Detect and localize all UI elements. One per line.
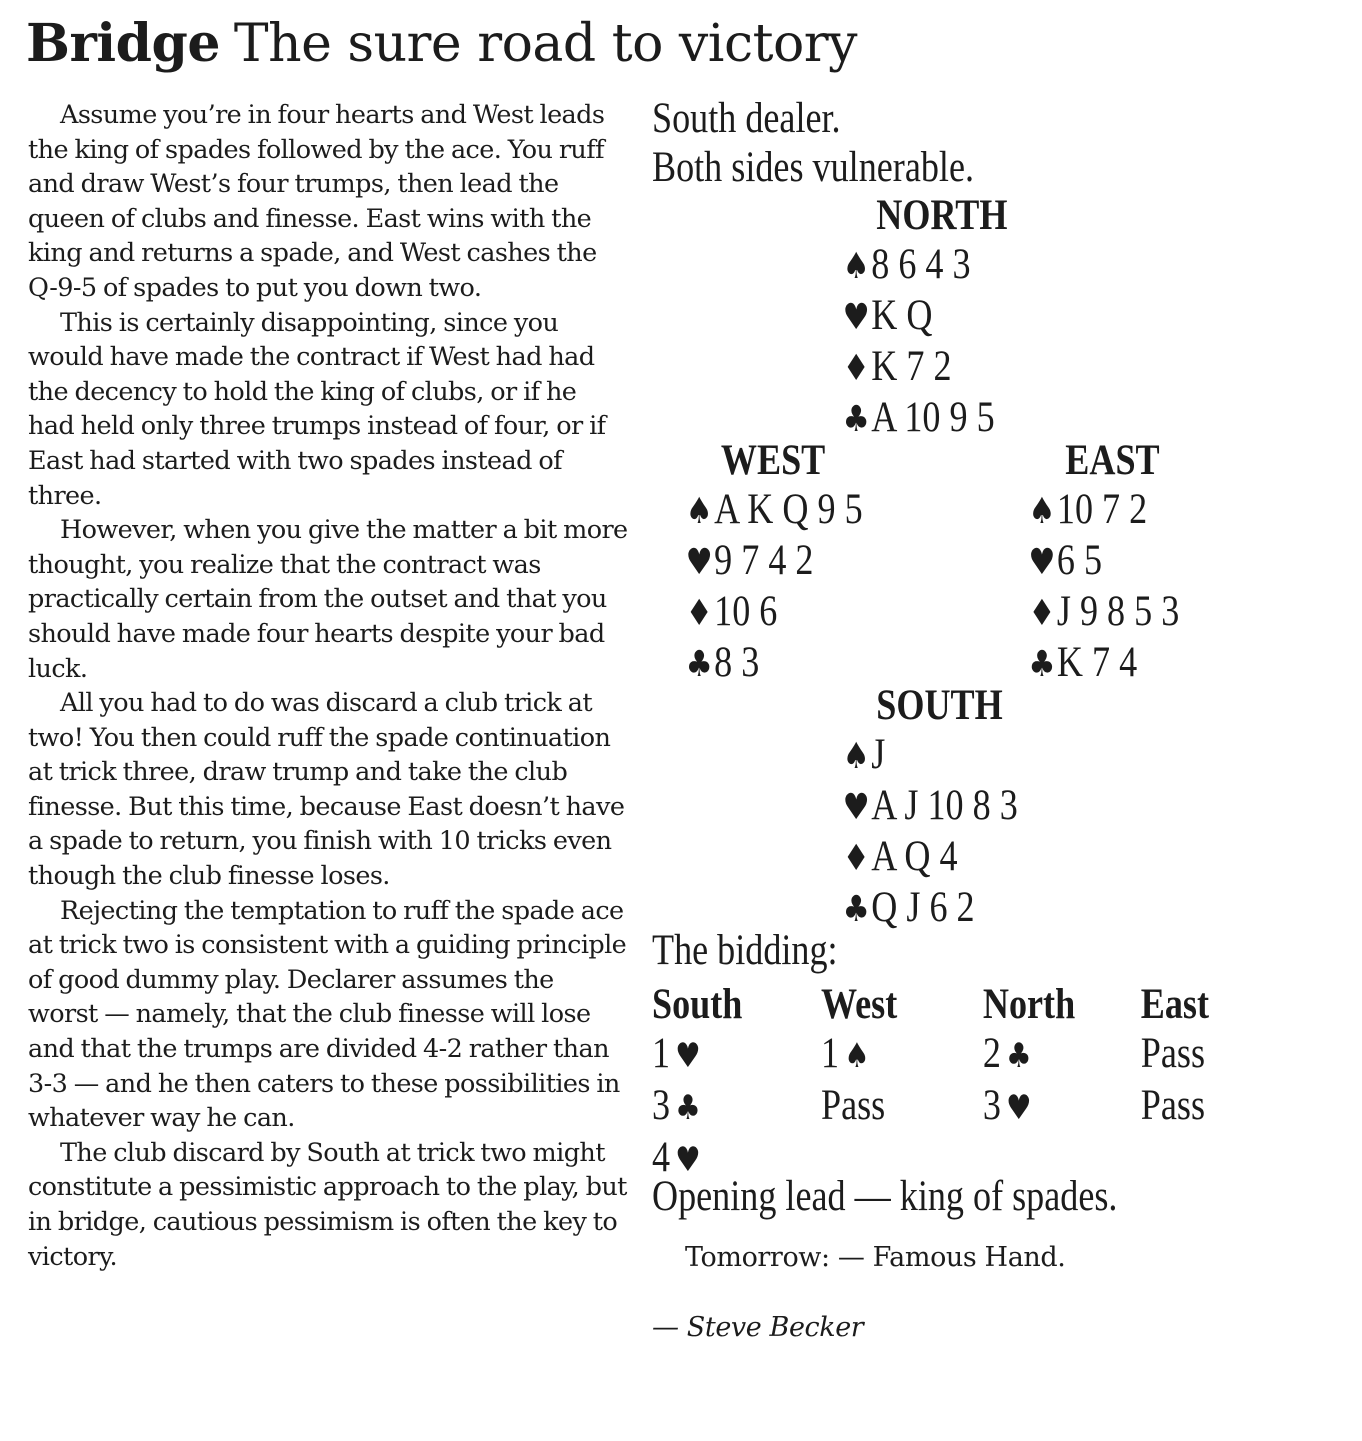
bidding-header-row: [652, 980, 1240, 1029]
article-paragraph: Assume you’re in four hearts and West leads the king of spades followed by the ace. You ruff and draw West’s four trumps, then lead the queen of clubs and finesse. East wins with the king and returns a spade, and West cashes the Q-9-5 of spades to put you down two.: [28, 100, 605, 303]
south-hand: [842, 681, 1018, 934]
bid-level: 3: [982, 1082, 1001, 1129]
club-icon: ♣: [1005, 1036, 1032, 1076]
bid-level: 3: [652, 1082, 671, 1129]
west-hand: [686, 436, 863, 689]
south-spades-cards: J: [871, 731, 886, 778]
byline: — Steve Becker: [652, 1312, 864, 1343]
north-spades-cards: 8 6 4 3: [871, 241, 971, 288]
east-hearts: [1028, 536, 1179, 587]
east-diamonds-cards: J 9 8 5 3: [1056, 588, 1180, 635]
spade-icon: ♠: [685, 491, 713, 532]
diamond-icon: ♦: [842, 838, 870, 879]
bidding-table: [652, 980, 1240, 1185]
north-spades: [843, 240, 1008, 291]
heart-icon: ♥: [1028, 542, 1056, 583]
dealer-note: South dealer.: [652, 95, 841, 142]
bid-cell: [1141, 1029, 1240, 1081]
bidding-header-west: West: [820, 981, 898, 1028]
east-label: EAST: [1065, 437, 1160, 484]
bidding-header-south: South: [652, 981, 743, 1028]
bid-pass: Pass: [1140, 1082, 1206, 1129]
bidding-header-east: East: [1140, 981, 1210, 1028]
article-paragraph: The club discard by South at trick two might constitute a pessimistic approach to the play, but in bridge, cautious pessimism is often the key to victory.: [28, 1137, 627, 1272]
bid-pass: Pass: [1140, 1030, 1206, 1077]
tomorrow-note: Tomorrow: — Famous Hand.: [685, 1242, 1066, 1273]
club-icon: ♣: [1028, 644, 1056, 685]
bid-cell: [1141, 1081, 1240, 1133]
west-label: WEST: [720, 437, 826, 484]
club-icon: ♣: [685, 644, 713, 685]
east-spades: [1028, 485, 1179, 536]
club-icon: ♣: [675, 1088, 701, 1128]
bid-level: 1: [820, 1030, 840, 1077]
east-clubs: [1028, 638, 1179, 689]
west-hearts: [686, 536, 863, 587]
north-diamonds-cards: K 7 2: [871, 343, 952, 390]
bid-level: 1: [652, 1030, 671, 1077]
heart-icon: ♥: [685, 542, 713, 583]
bid-cell: [821, 1081, 983, 1133]
spade-icon: ♠: [842, 246, 870, 287]
bid-pass: Pass: [820, 1082, 886, 1129]
bid-cell: [652, 1029, 821, 1081]
diamond-icon: ♦: [842, 348, 870, 389]
west-hearts-cards: 9 7 4 2: [714, 537, 814, 584]
west-diamonds: [686, 587, 863, 638]
bid-cell: [652, 1081, 821, 1133]
heart-icon: ♥: [842, 787, 870, 828]
south-hearts: [843, 781, 1018, 832]
bidding-label: The bidding:: [652, 927, 838, 974]
heart-icon: ♥: [675, 1140, 701, 1180]
east-hearts-cards: 6 5: [1056, 537, 1103, 584]
north-label: NORTH: [876, 192, 1008, 239]
south-spades: [843, 730, 1018, 781]
bidding-row: [652, 1081, 1240, 1133]
north-diamonds: [843, 342, 1008, 393]
deal-diagram: [652, 94, 1240, 1234]
column-kicker: Bridge: [26, 13, 220, 74]
spade-icon: ♠: [842, 736, 870, 777]
article-paragraph: This is certainly disappointing, since you would have made the contract if West had had the decency to hold the king of clubs, or if he had held only three trumps instead of four, or if East had started with two spades instead of three.: [28, 307, 606, 511]
west-spades-cards: A K Q 9 5: [714, 486, 863, 533]
article-paragraph: However, when you give the matter a bit more thought, you realize that the contract was practically certain from the outset and that you should have made four hearts despite your bad luck.: [28, 515, 628, 684]
spade-icon: ♠: [844, 1036, 870, 1076]
opening-lead: Opening lead — king of spades.: [652, 1173, 1118, 1220]
article-paragraph: All you had to do was discard a club trick at two! You then could ruff the spade continuation at trick three, draw trump and take the club finesse. But this time, because East doesn’t have a spade to return, you finish with 10 tricks even though the club finesse loses.: [28, 688, 625, 892]
bid-cell: [983, 1081, 1141, 1133]
west-diamonds-cards: 10 6: [714, 588, 778, 635]
north-hearts-cards: K Q: [871, 292, 933, 339]
bid-cell: [983, 1029, 1141, 1081]
south-hearts-cards: A J 10 8 3: [871, 782, 1018, 829]
east-diamonds: [1028, 587, 1179, 638]
heart-icon: ♥: [675, 1036, 701, 1076]
bidding-row: [652, 1029, 1240, 1081]
bid-cell: [821, 1029, 983, 1081]
diamond-icon: ♦: [1028, 593, 1056, 634]
club-icon: ♣: [842, 889, 870, 930]
bid-level: 2: [982, 1030, 1001, 1077]
south-clubs-cards: Q J 6 2: [871, 884, 975, 931]
headline-text: The sure road to victory: [233, 14, 858, 74]
west-spades: [686, 485, 863, 536]
north-clubs-cards: A 10 9 5: [871, 394, 995, 441]
club-icon: ♣: [842, 399, 870, 440]
south-label: SOUTH: [876, 682, 1003, 729]
north-hand: [842, 191, 1008, 444]
article-paragraph: Rejecting the temptation to ruff the spade ace at trick two is consistent with a guiding principle of good dummy play. Declarer assumes the worst — namely, that the club finesse will lose and that the trumps are divided 4-2 rather than 3-3 — and he then caters to these possibilities in whatever way he can.: [28, 895, 627, 1134]
south-diamonds-cards: A Q 4: [871, 833, 958, 880]
bidding-header-north: North: [982, 981, 1076, 1028]
north-hearts: [843, 291, 1008, 342]
bid-level: 4: [652, 1134, 671, 1181]
south-diamonds: [843, 832, 1018, 883]
bid-cell: [1141, 1133, 1240, 1185]
east-spades-cards: 10 7 2: [1056, 486, 1148, 533]
diamond-icon: ♦: [685, 593, 713, 634]
west-clubs-cards: 8 3: [714, 639, 760, 686]
north-clubs: [843, 393, 1008, 444]
south-clubs: [843, 883, 1018, 934]
heart-icon: ♥: [842, 297, 870, 338]
vulnerability-note: Both sides vulnerable.: [652, 144, 975, 191]
east-clubs-cards: K 7 4: [1056, 639, 1138, 686]
west-clubs: [686, 638, 863, 689]
article-body: [28, 98, 628, 1274]
headline: [26, 8, 857, 80]
east-hand: [1028, 436, 1179, 689]
heart-icon: ♥: [1005, 1088, 1032, 1128]
spade-icon: ♠: [1028, 491, 1056, 532]
